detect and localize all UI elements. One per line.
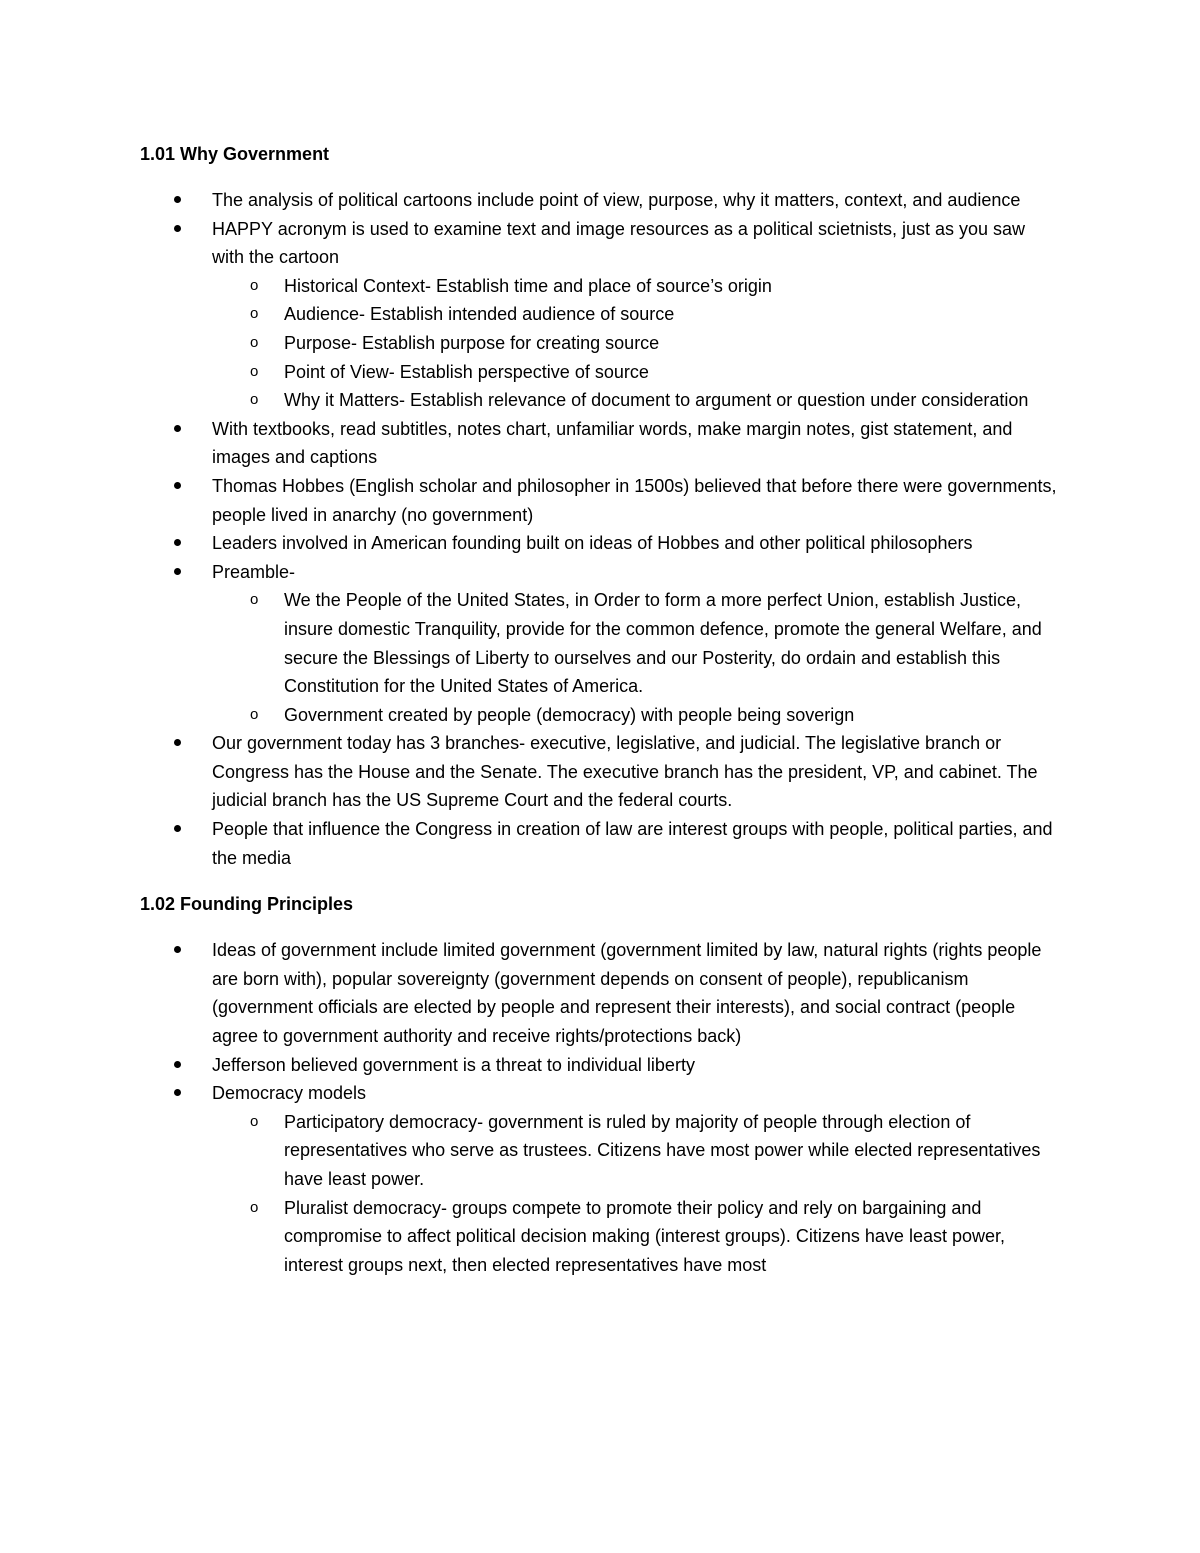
bullet-icon bbox=[174, 225, 181, 232]
list-item-text: Jefferson believed government is a threat to individual liberty bbox=[212, 1054, 695, 1075]
list-item-text: People that influence the Congress in creation of law are interest groups with people, political parties, and the media bbox=[212, 819, 1053, 868]
section-heading-founding-principles: 1.02 Founding Principles bbox=[140, 894, 354, 915]
bullet-icon bbox=[174, 482, 181, 489]
bullet-icon bbox=[174, 1089, 181, 1096]
list-item-text: Thomas Hobbes (English scholar and philosopher in 1500s) believed that before there were governments, people lived in anarchy (no government) bbox=[212, 475, 1057, 525]
sublist-item-text: Pluralist democracy- groups compete to promote their policy and rely on bargaining and compromise to affect political decision making (interest groups). Citizens have least power, interest groups next, then elected representatives have most bbox=[284, 1197, 1006, 1275]
list-item-text: The analysis of political cartoons include point of view, purpose, why it matters, context, and audience bbox=[212, 190, 1021, 210]
sublist-item-text: Participatory democracy- government is ruled by majority of people through election of representatives who serve as trustees. Citizens have most power while elected representatives have least power. bbox=[284, 1111, 1041, 1189]
sublist-item bbox=[212, 358, 1060, 387]
sublist-item-text: Government created by people (democracy) with people being soverign bbox=[284, 704, 855, 725]
sublist-item bbox=[212, 586, 1060, 700]
list-item bbox=[140, 186, 1060, 215]
sublist-item-text: Purpose- Establish purpose for creating source bbox=[284, 332, 660, 353]
sublist-item-text: We the People of the United States, in Order to form a more perfect Union, establish Justice, insure domestic Tranquility, provide for the common defence, promote the general Welfare, and secure the Blessings of Liberty to ourselves and our Posterity, do ordain and establish this Constitution for the United States of America. bbox=[284, 590, 1042, 697]
bullet-icon bbox=[174, 568, 181, 575]
list-item-text: Democracy models bbox=[212, 1083, 367, 1104]
sublist-preamble bbox=[212, 586, 1060, 729]
bullet-icon bbox=[174, 1061, 181, 1068]
list-item bbox=[140, 936, 1060, 1050]
section1-list bbox=[140, 186, 1060, 872]
list-item bbox=[140, 729, 1060, 815]
list-item-text: Our government today has 3 branches- executive, legislative, and judicial. The legislative branch or Congress has the House and the Senate. The executive branch has the president, VP, and cabinet. The judicial branch has the US Supreme Court and the federal courts. bbox=[212, 733, 1038, 811]
sublist-item-text: Point of View- Establish perspective of source bbox=[284, 361, 649, 382]
circle-bullet-icon: o bbox=[250, 1112, 259, 1130]
bullet-icon bbox=[174, 825, 181, 832]
list-item bbox=[140, 558, 1060, 730]
sublist-item bbox=[212, 1108, 1060, 1194]
list-item bbox=[140, 472, 1060, 529]
list-item bbox=[140, 1079, 1060, 1279]
sublist-item bbox=[212, 329, 1060, 358]
document-content bbox=[140, 140, 1060, 1279]
list-item-text: Leaders involved in American founding built on ideas of Hobbes and other political philosophers bbox=[212, 533, 973, 554]
bullet-icon bbox=[174, 196, 181, 203]
sublist-happy bbox=[212, 272, 1060, 415]
circle-bullet-icon: o bbox=[250, 362, 259, 380]
list-item-text: With textbooks, read subtitles, notes chart, unfamiliar words, make margin notes, gist statement, and images and captions bbox=[212, 418, 1013, 468]
sublist-item bbox=[212, 272, 1060, 301]
bullet-icon bbox=[174, 946, 181, 953]
section2-list bbox=[140, 936, 1060, 1279]
circle-bullet-icon: o bbox=[250, 1198, 259, 1216]
sublist-democracy-models bbox=[212, 1108, 1060, 1280]
sublist-item bbox=[212, 1194, 1060, 1280]
sublist-item-text: Audience- Establish intended audience of source bbox=[284, 304, 675, 325]
circle-bullet-icon: o bbox=[250, 705, 259, 723]
circle-bullet-icon: o bbox=[250, 591, 259, 609]
circle-bullet-icon: o bbox=[250, 276, 259, 294]
sublist-item bbox=[212, 300, 1060, 329]
list-item bbox=[140, 215, 1060, 415]
list-item-text: Ideas of government include limited government (government limited by law, natural rights (rights people are born with), popular sovereignty (government depends on consent of people), republicanism (government officials are elected by people and represent their interests), and social contract (people agree to government authority and receive rights/protections back) bbox=[212, 940, 1042, 1047]
list-item bbox=[140, 529, 1060, 558]
list-item-text: Preamble- bbox=[212, 561, 296, 582]
circle-bullet-icon: o bbox=[250, 333, 259, 351]
sublist-item bbox=[212, 386, 1060, 415]
bullet-icon bbox=[174, 425, 181, 432]
list-item bbox=[140, 815, 1060, 872]
sublist-item-text: Historical Context- Establish time and place of source’s origin bbox=[284, 275, 772, 296]
circle-bullet-icon: o bbox=[250, 305, 259, 323]
list-item bbox=[140, 1051, 1060, 1080]
list-item-text: HAPPY acronym is used to examine text and image resources as a political scietnists, just as you saw with the cartoon bbox=[212, 218, 1026, 268]
bullet-icon bbox=[174, 739, 181, 746]
list-item bbox=[140, 415, 1060, 472]
sublist-item bbox=[212, 701, 1060, 730]
circle-bullet-icon: o bbox=[250, 391, 259, 409]
sublist-item-text: Why it Matters- Establish relevance of document to argument or question under consideration bbox=[284, 390, 1029, 411]
bullet-icon bbox=[174, 539, 181, 546]
section-heading-why-government: 1.01 Why Government bbox=[140, 144, 330, 164]
